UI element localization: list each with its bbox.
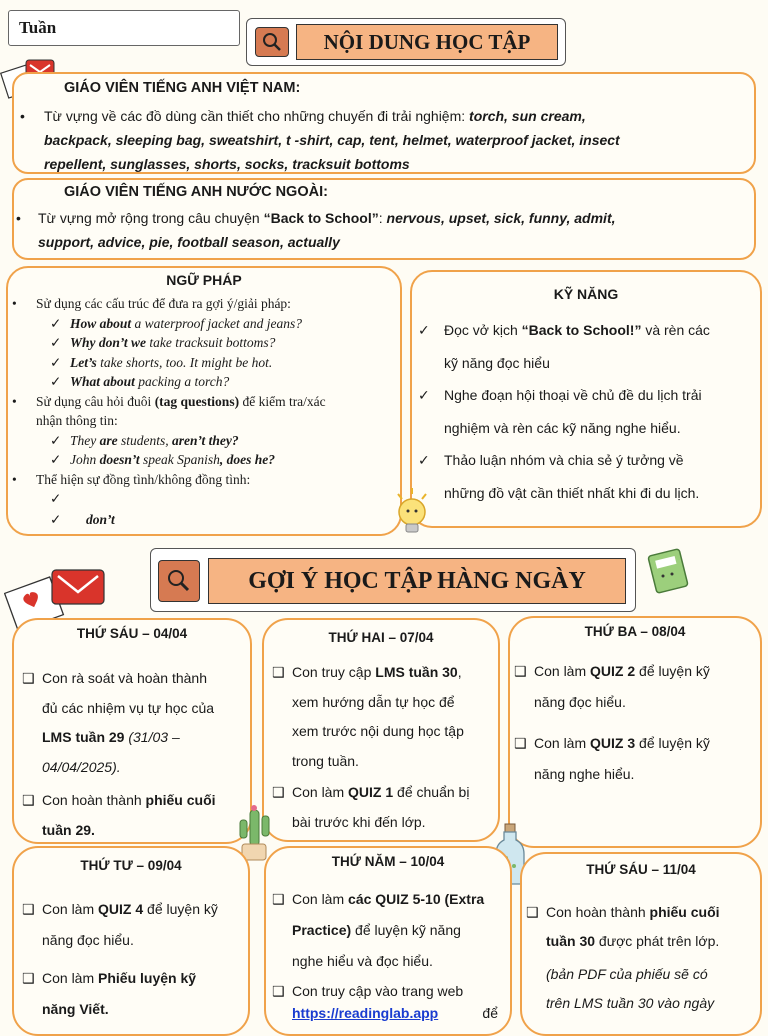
vn-teacher-section (12, 72, 756, 174)
week-label-box (8, 10, 240, 46)
daily-title: GỢI Ý HỌC TẬP HÀNG NGÀY (248, 568, 586, 594)
task-item: ❑ Con làm QUIZ 4 để luyện kỹ năng đọc hiểu. (22, 894, 240, 956)
notebook-icon (644, 546, 694, 596)
vn-teacher-heading: GIÁO VIÊN TIẾNG ANH VIỆT NAM: (64, 80, 301, 96)
vn-teacher-content (18, 104, 740, 174)
day-card-tuesday-0804 (508, 616, 762, 848)
grammar-example: ✓ don’t (50, 509, 394, 531)
task-item: ❑ Con hoàn thành phiếu cuối tuần 30 được phát trên lớp. (526, 898, 754, 956)
grammar-example: ✓ John doesn’t speak Spanish, does he? (50, 450, 394, 470)
vn-vocab-item: • Từ vựng về các đồ dùng cần thiết cho những chuyến đi trải nghiệm: torch, sun cream, backpack, sleeping bag, sweatshirt, t -shirt, cap, tent, helmet, waterproof jacket, insect repellent, sunglasses, shorts, socks, tracksuit bottoms (18, 104, 740, 174)
grammar-section (6, 266, 402, 536)
skills-content (418, 314, 750, 509)
lightbulb-icon (390, 486, 434, 538)
day-heading: THỨ HAI – 07/04 (328, 630, 434, 645)
grammar-bullet-agreement: • Thể hiện sự đồng tình/không đồng tình: (10, 470, 394, 490)
week-label: Tuần (19, 18, 57, 37)
grammar-example: ✓ They are students, aren’t they? (50, 431, 394, 451)
main-title-search-box (255, 27, 289, 57)
grammar-example: ✓ What about packing a torch? (50, 372, 394, 392)
day-tasks (272, 884, 502, 1024)
task-item: ❑ Con rà soát và hoàn thành đủ các nhiệm vụ tự học của LMS tuần 29 (31/03 – 04/04/2025). (22, 664, 242, 782)
foreign-teacher-content (14, 206, 746, 254)
day-tasks (514, 656, 754, 790)
grammar-content (10, 294, 394, 531)
grammar-heading: NGỮ PHÁP (166, 272, 242, 288)
day-tasks (526, 898, 754, 1018)
main-title: NỘI DUNG HỌC TẬP (323, 30, 531, 54)
readinglab-link[interactable]: https://readinglab.app (292, 1005, 439, 1021)
day-heading: THỨ TƯ – 09/04 (80, 858, 182, 873)
foreign-teacher-section (12, 178, 756, 260)
day-card-monday-0704 (262, 618, 500, 842)
task-item: ❑ Con làm QUIZ 2 để luyện kỹ năng đọc hiểu. (514, 656, 754, 718)
task-item: ❑ Con làm QUIZ 1 để chuẩn bị bài trước khi đến lớp. (272, 778, 490, 837)
task-item: ❑ Con làm Phiếu luyện kỹ năng Viết. (22, 963, 240, 1025)
task-item: ❑ Con hoàn thành phiếu cuối tuần 29. (22, 786, 242, 844)
search-icon (160, 562, 198, 600)
day-tasks (22, 894, 240, 1025)
grammar-example: ✓ Let’s take shorts, too. It might be hot. (50, 353, 394, 373)
grammar-example (50, 489, 394, 509)
day-card-friday-1104 (520, 852, 762, 1036)
daily-title-search-box (158, 560, 200, 602)
skill-discussion: ✓ Thảo luận nhóm và chia sẻ ý tưởng về những đồ vật cần thiết nhất khi đi du lịch. (418, 444, 750, 509)
grammar-example: ✓ Why don’t we take tracksuit bottoms? (50, 333, 394, 353)
day-card-friday-0404 (12, 618, 252, 844)
task-item: ❑ Con truy cập LMS tuần 30, xem hướng dẫn tự học để xem trước nội dung học tập trong tuần. (272, 658, 490, 776)
grammar-bullet-suggestions: • Sử dụng các cấu trúc để đưa ra gợi ý/giải pháp: (10, 294, 394, 314)
foreign-teacher-heading: GIÁO VIÊN TIẾNG ANH NƯỚC NGOÀI: (64, 184, 328, 200)
grammar-bullet-tag-questions: • Sử dụng câu hỏi đuôi (tag questions) để kiểm tra/xác nhận thông tin: (10, 392, 394, 431)
skill-reading: ✓ Đọc vở kịch “Back to School!” và rèn các kỹ năng đọc hiểu (418, 314, 750, 379)
skills-heading: KỸ NĂNG (553, 286, 619, 302)
day-card-wednesday-0904 (12, 846, 250, 1036)
task-item: ❑ Con truy cập vào trang web https://readinglab.app để (272, 980, 502, 1024)
skill-listening: ✓ Nghe đoạn hội thoại về chủ đề du lịch trải nghiệm và rèn các kỹ năng nghe hiểu. (418, 379, 750, 444)
task-item: ❑ Con làm QUIZ 3 để luyện kỹ năng nghe hiểu. (514, 728, 754, 790)
day-tasks (22, 664, 242, 844)
day-tasks (272, 658, 490, 837)
main-title-banner (296, 24, 558, 60)
day-heading: THỨ NĂM – 10/04 (331, 854, 445, 869)
day-heading: THỨ BA – 08/04 (584, 624, 686, 639)
search-icon (257, 29, 287, 55)
day-heading: THỨ SÁU – 04/04 (76, 626, 188, 641)
skills-section (410, 270, 762, 528)
task-item: ❑ Con làm các QUIZ 5-10 (Extra Practice) để luyện kỹ năng nghe hiểu và đọc hiểu. (272, 884, 502, 977)
foreign-vocab-item: • Từ vựng mở rộng trong câu chuyện “Back to School”: nervous, upset, sick, funny, admit, support, advice, pie, football season, actually (14, 206, 746, 254)
daily-title-banner (208, 558, 626, 604)
task-note: (bản PDF của phiếu sẽ có trên LMS tuần 30 vào ngày (546, 966, 715, 1011)
day-heading: THỨ SÁU – 11/04 (586, 862, 696, 877)
day-card-thursday-1004 (264, 846, 512, 1036)
grammar-example: ✓ How about a waterproof jacket and jeans? (50, 314, 394, 334)
